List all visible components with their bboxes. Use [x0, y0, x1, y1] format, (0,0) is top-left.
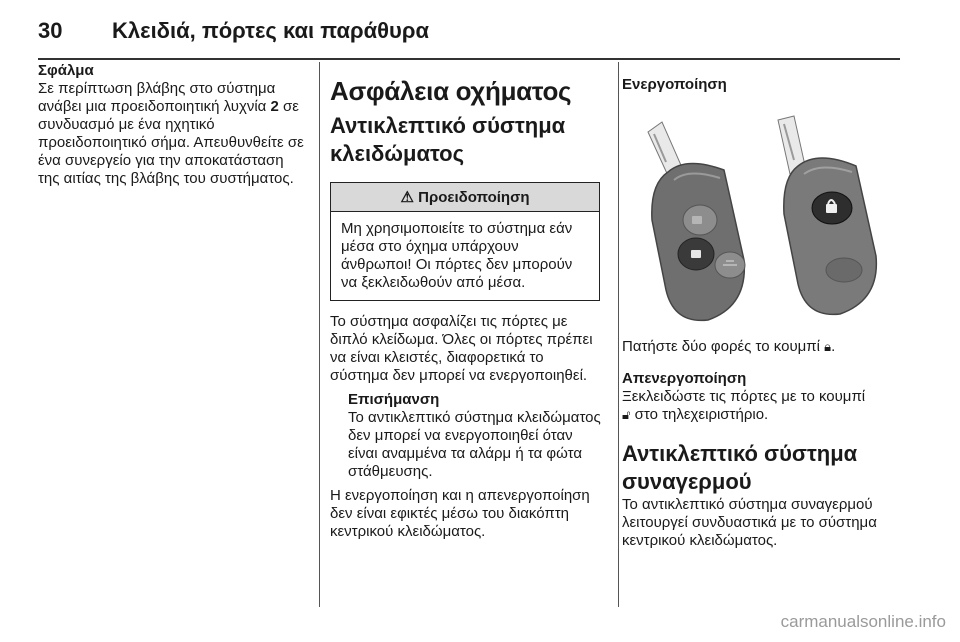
- alarm-text: Το αντικλεπτικό σύστημα συναγερμού λειτουργεί συνδυαστικά με το σύστημα κεντρικού κλειδώματος.: [622, 496, 877, 549]
- fault-paragraph: Σε περίπτωση βλάβης στο σύστημα ανάβει μια προειδοποιητική λυχνία 2 σε συνδυασμό με ένα ηχητικό προειδοποιητικό σήμα. Απευθυνθείτε σε ένα συνεργείο για την αποκατάσταση της αιτίας της βλάβης του συστήματος.: [38, 80, 304, 187]
- warning-light-number: 2: [270, 98, 279, 115]
- page-number: 30: [38, 18, 63, 43]
- unlock-button-icon: 🔓︎: [622, 407, 631, 422]
- page-title: Κλειδιά, πόρτες και παράθυρα: [112, 18, 429, 43]
- activation-heading: Ενεργοποίηση: [622, 76, 727, 93]
- header-rule: [38, 58, 900, 60]
- fault-heading: Σφάλμα: [38, 62, 94, 79]
- activation-switch-paragraph: Η ενεργοποίηση και η απενεργοποίηση δεν είναι εφικτές μέσω του διακόπτη κεντρικού κλειδώματος.: [330, 487, 590, 540]
- column-divider-1: [319, 62, 320, 607]
- deactivation-text: Ξεκλειδώστε τις πόρτες με το κουμπί 🔓︎ στο τηλεχειριστήριο.: [622, 388, 866, 423]
- note-block: [348, 391, 604, 481]
- section-subtitle: Αντικλεπτικό σύστημα κλειδώματος: [330, 113, 566, 166]
- remote-key-svg: [622, 110, 902, 332]
- column-1: [38, 62, 306, 188]
- note-heading: Επισήμανση: [348, 391, 440, 408]
- column-2: [330, 62, 604, 541]
- deadlock-paragraph: Το σύστημα ασφαλίζει τις πόρτες με διπλό κλείδωμα. Όλες οι πόρτες πρέπει να είναι κλειστές, διαφορετικά το σύστημα δεν μπορεί να ενεργοποιηθεί.: [330, 313, 593, 384]
- remote-key-illustration: [622, 110, 902, 332]
- deactivation-heading: Απενεργοποίηση: [622, 370, 747, 387]
- warning-box: [330, 182, 600, 301]
- activation-text: Πατήστε δύο φορές το κουμπί 🔒︎.: [622, 338, 836, 355]
- section-title: Ασφάλεια οχήματος: [330, 76, 572, 106]
- warning-header: ⚠ Προειδοποίηση: [331, 183, 599, 212]
- warning-body: Μη χρησιμοποιείτε το σύστημα εάν μέσα στο όχημα υπάρχουν άνθρωποι! Οι πόρτες δεν μπορούν να ξεκλειδωθούν από μέσα.: [341, 220, 573, 291]
- alarm-section-title: Αντικλεπτικό σύστημα συναγερμού: [622, 441, 858, 494]
- warning-triangle-icon: ⚠: [400, 189, 414, 206]
- note-body: Το αντικλεπτικό σύστημα κλειδώματος δεν μπορεί να ενεργοποιηθεί όταν είναι αναμμένα τα αλάρμ ή τα φώτα στάθμευσης.: [348, 409, 601, 480]
- lock-button-icon: 🔒︎: [824, 339, 832, 354]
- column-divider-2: [618, 62, 619, 607]
- watermark: carmanualsonline.info: [780, 612, 946, 631]
- column-3: [622, 62, 902, 550]
